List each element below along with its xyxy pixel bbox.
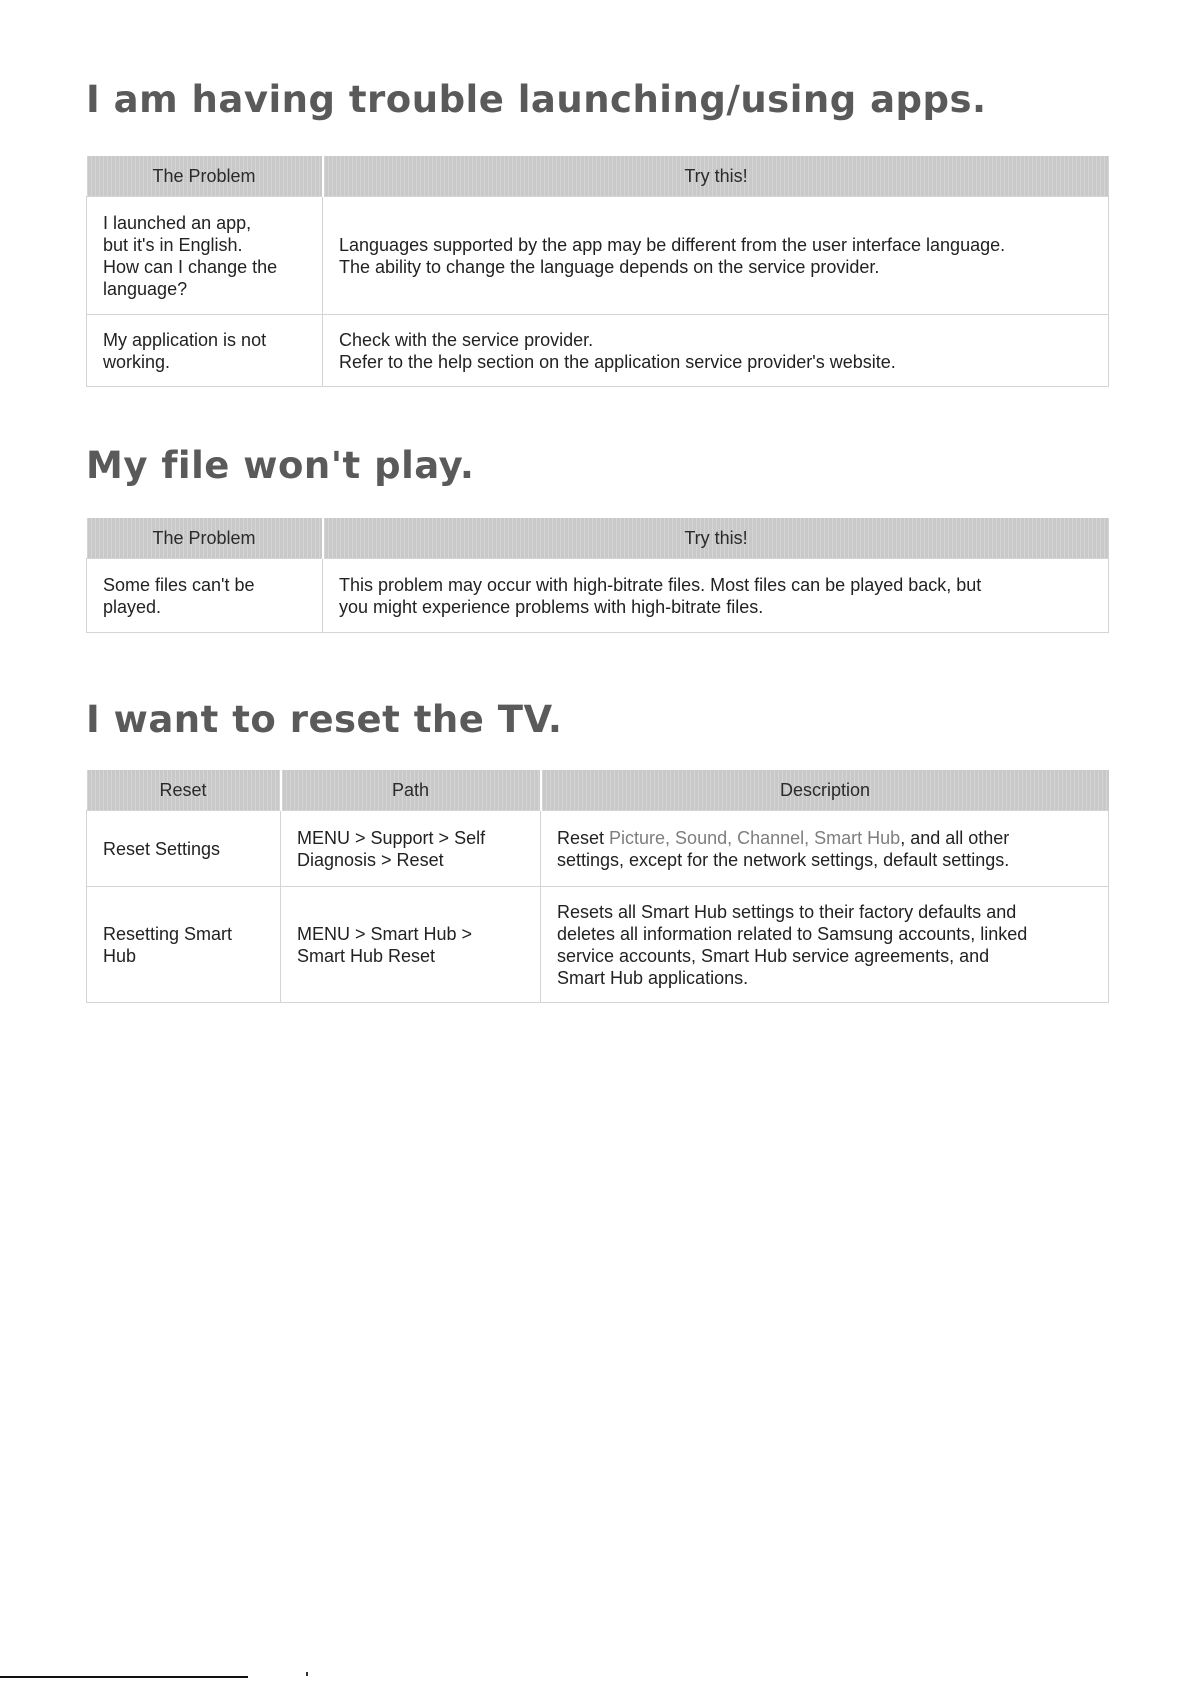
- header-description: Description: [541, 770, 1109, 811]
- description-line: service accounts, Smart Hub service agreements, and: [557, 945, 990, 966]
- description-line: Resets all Smart Hub settings to their factory defaults and: [557, 901, 1017, 922]
- section-title-apps: I am having trouble launching/using apps.: [86, 78, 987, 121]
- menu-path-line: Diagnosis > Reset: [297, 849, 444, 870]
- solution-line: This problem may occur with high-bitrate files. Most files can be played back, but: [339, 574, 982, 595]
- table-header-row: [87, 770, 1109, 811]
- description-cell: [541, 887, 1109, 1003]
- section-title-file: My file won't play.: [86, 444, 475, 487]
- header-try-this: Try this!: [323, 518, 1109, 559]
- apps-troubleshooting-table: [86, 156, 1109, 387]
- reset-name-line: Hub: [103, 945, 137, 966]
- problem-line: but it's in English.: [103, 234, 243, 255]
- footer-rule: [0, 1676, 248, 1678]
- solution-line: The ability to change the language depends on the service provider.: [339, 256, 880, 277]
- menu-path-line: MENU > Smart Hub >: [297, 923, 473, 944]
- table-row: [87, 559, 1109, 633]
- description-text: , and all other: [900, 827, 1010, 848]
- menu-path-cell: [281, 811, 541, 887]
- description-text: Reset: [557, 827, 610, 848]
- reset-name-line: Reset Settings: [103, 838, 221, 859]
- footer-mark: [306, 1672, 308, 1676]
- problem-line: Some files can't be: [103, 574, 255, 595]
- table-header-row: [87, 518, 1109, 559]
- table-header-row: [87, 156, 1109, 197]
- problem-line: working.: [103, 351, 171, 372]
- description-line: [557, 827, 1092, 849]
- reset-name-cell: [87, 811, 281, 887]
- solution-cell: [323, 315, 1109, 387]
- table-row: [87, 887, 1109, 1003]
- header-the-problem: The Problem: [87, 156, 323, 197]
- problem-line: I launched an app,: [103, 212, 252, 233]
- problem-cell: [87, 197, 323, 315]
- header-reset: Reset: [87, 770, 281, 811]
- solution-cell: [323, 197, 1109, 315]
- menu-path-cell: [281, 887, 541, 1003]
- description-line: settings, except for the network settings, default settings.: [557, 849, 1010, 870]
- table-row: [87, 315, 1109, 387]
- table-row: [87, 811, 1109, 887]
- problem-line: played.: [103, 596, 162, 617]
- reset-table: [86, 770, 1109, 1003]
- problem-cell: [87, 315, 323, 387]
- section-title-reset: I want to reset the TV.: [86, 698, 563, 741]
- solution-line: Languages supported by the app may be different from the user interface language.: [339, 234, 1006, 255]
- menu-path-line: Smart Hub Reset: [297, 945, 436, 966]
- header-path: Path: [281, 770, 541, 811]
- header-the-problem: The Problem: [87, 518, 323, 559]
- menu-path-line: MENU > Support > Self: [297, 827, 486, 848]
- reset-name-line: Resetting Smart: [103, 923, 233, 944]
- solution-line: Check with the service provider.: [339, 329, 594, 350]
- problem-cell: [87, 559, 323, 633]
- file-troubleshooting-table: [86, 518, 1109, 633]
- reset-items-highlight: Picture, Sound, Channel, Smart Hub: [609, 827, 901, 848]
- solution-cell: [323, 559, 1109, 633]
- problem-line: language?: [103, 278, 188, 299]
- table-row: [87, 197, 1109, 315]
- reset-name-cell: [87, 887, 281, 1003]
- description-cell: [541, 811, 1109, 887]
- problem-line: How can I change the: [103, 256, 278, 277]
- solution-line: Refer to the help section on the application service provider's website.: [339, 351, 896, 372]
- description-line: deletes all information related to Samsung accounts, linked: [557, 923, 1028, 944]
- solution-line: you might experience problems with high-bitrate files.: [339, 596, 764, 617]
- problem-line: My application is not: [103, 329, 267, 350]
- description-line: Smart Hub applications.: [557, 967, 749, 988]
- header-try-this: Try this!: [323, 156, 1109, 197]
